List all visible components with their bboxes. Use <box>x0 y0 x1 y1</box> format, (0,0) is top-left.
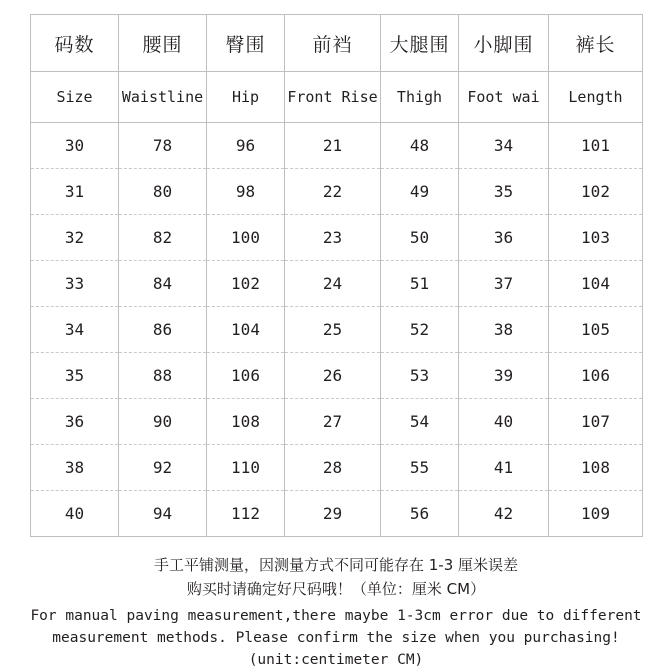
note-en-line2: measurement methods. Please confirm the size when you purchasing! <box>52 630 620 646</box>
cell-waistline: 78 <box>119 123 207 169</box>
cell-foot-wai: 35 <box>459 169 549 215</box>
cell-length: 103 <box>549 215 643 261</box>
size-chart-table <box>30 14 643 537</box>
cell-size: 32 <box>31 215 119 261</box>
cell-thigh: 54 <box>381 399 459 445</box>
cell-waistline: 94 <box>119 491 207 537</box>
table-row <box>31 261 643 307</box>
cell-front-rise: 21 <box>285 123 381 169</box>
cell-size: 30 <box>31 123 119 169</box>
cell-waistline: 86 <box>119 307 207 353</box>
cell-length: 109 <box>549 491 643 537</box>
cell-front-rise: 26 <box>285 353 381 399</box>
cell-waistline: 92 <box>119 445 207 491</box>
cell-front-rise: 23 <box>285 215 381 261</box>
cell-foot-wai: 42 <box>459 491 549 537</box>
cell-foot-wai: 34 <box>459 123 549 169</box>
cell-front-rise: 24 <box>285 261 381 307</box>
header-cell-en: Foot wai <box>459 72 549 123</box>
cell-front-rise: 22 <box>285 169 381 215</box>
cell-front-rise: 29 <box>285 491 381 537</box>
cell-size: 34 <box>31 307 119 353</box>
note-cn-line1: 手工平铺测量，因测量方式不同可能存在 1-3 厘米误差 <box>153 556 519 574</box>
cell-length: 104 <box>549 261 643 307</box>
cell-hip: 96 <box>207 123 285 169</box>
cell-size: 31 <box>31 169 119 215</box>
cell-length: 108 <box>549 445 643 491</box>
cell-length: 102 <box>549 169 643 215</box>
cell-foot-wai: 37 <box>459 261 549 307</box>
note-cn-line2: 购买时请确定好尺码哦！（单位：厘米 CM） <box>186 580 486 598</box>
cell-thigh: 55 <box>381 445 459 491</box>
table-row <box>31 353 643 399</box>
cell-hip: 112 <box>207 491 285 537</box>
cell-hip: 100 <box>207 215 285 261</box>
header-cell-cn: 码数 <box>31 15 119 72</box>
cell-thigh: 48 <box>381 123 459 169</box>
header-cell-cn: 腰围 <box>119 15 207 72</box>
cell-hip: 98 <box>207 169 285 215</box>
header-cell-cn: 臀围 <box>207 15 285 72</box>
table-row <box>31 123 643 169</box>
header-cell-cn: 裤长 <box>549 15 643 72</box>
table-row <box>31 491 643 537</box>
cell-size: 40 <box>31 491 119 537</box>
note-en <box>30 605 642 671</box>
cell-waistline: 82 <box>119 215 207 261</box>
cell-length: 101 <box>549 123 643 169</box>
table-header-row-cn <box>31 15 643 72</box>
cell-thigh: 51 <box>381 261 459 307</box>
cell-front-rise: 27 <box>285 399 381 445</box>
cell-hip: 110 <box>207 445 285 491</box>
cell-length: 105 <box>549 307 643 353</box>
table-row <box>31 169 643 215</box>
header-cell-en: Hip <box>207 72 285 123</box>
cell-size: 33 <box>31 261 119 307</box>
table-row <box>31 215 643 261</box>
cell-length: 106 <box>549 353 643 399</box>
header-cell-en: Length <box>549 72 643 123</box>
cell-thigh: 53 <box>381 353 459 399</box>
header-cell-cn: 小脚围 <box>459 15 549 72</box>
table-row <box>31 399 643 445</box>
cell-size: 35 <box>31 353 119 399</box>
cell-foot-wai: 40 <box>459 399 549 445</box>
measurement-notes <box>30 553 642 671</box>
table-header-row-en <box>31 72 643 123</box>
cell-waistline: 80 <box>119 169 207 215</box>
cell-foot-wai: 39 <box>459 353 549 399</box>
cell-length: 107 <box>549 399 643 445</box>
cell-front-rise: 25 <box>285 307 381 353</box>
header-cell-en: Thigh <box>381 72 459 123</box>
cell-hip: 104 <box>207 307 285 353</box>
cell-size: 38 <box>31 445 119 491</box>
cell-foot-wai: 41 <box>459 445 549 491</box>
table-row <box>31 307 643 353</box>
cell-foot-wai: 38 <box>459 307 549 353</box>
cell-thigh: 52 <box>381 307 459 353</box>
header-cell-cn: 前裆 <box>285 15 381 72</box>
header-cell-en: Size <box>31 72 119 123</box>
cell-front-rise: 28 <box>285 445 381 491</box>
header-cell-en: Waistline <box>119 72 207 123</box>
cell-size: 36 <box>31 399 119 445</box>
cell-waistline: 90 <box>119 399 207 445</box>
note-en-line1: For manual paving measurement,there maybe 1-3cm error due to different <box>30 608 642 624</box>
note-en-line3: (unit:centimeter CM) <box>248 652 424 668</box>
header-cell-en: Front Rise <box>285 72 381 123</box>
size-chart-body <box>31 15 643 537</box>
cell-hip: 102 <box>207 261 285 307</box>
cell-waistline: 88 <box>119 353 207 399</box>
cell-thigh: 49 <box>381 169 459 215</box>
cell-waistline: 84 <box>119 261 207 307</box>
cell-hip: 108 <box>207 399 285 445</box>
header-cell-cn: 大腿围 <box>381 15 459 72</box>
cell-foot-wai: 36 <box>459 215 549 261</box>
cell-hip: 106 <box>207 353 285 399</box>
cell-thigh: 56 <box>381 491 459 537</box>
table-row <box>31 445 643 491</box>
cell-thigh: 50 <box>381 215 459 261</box>
